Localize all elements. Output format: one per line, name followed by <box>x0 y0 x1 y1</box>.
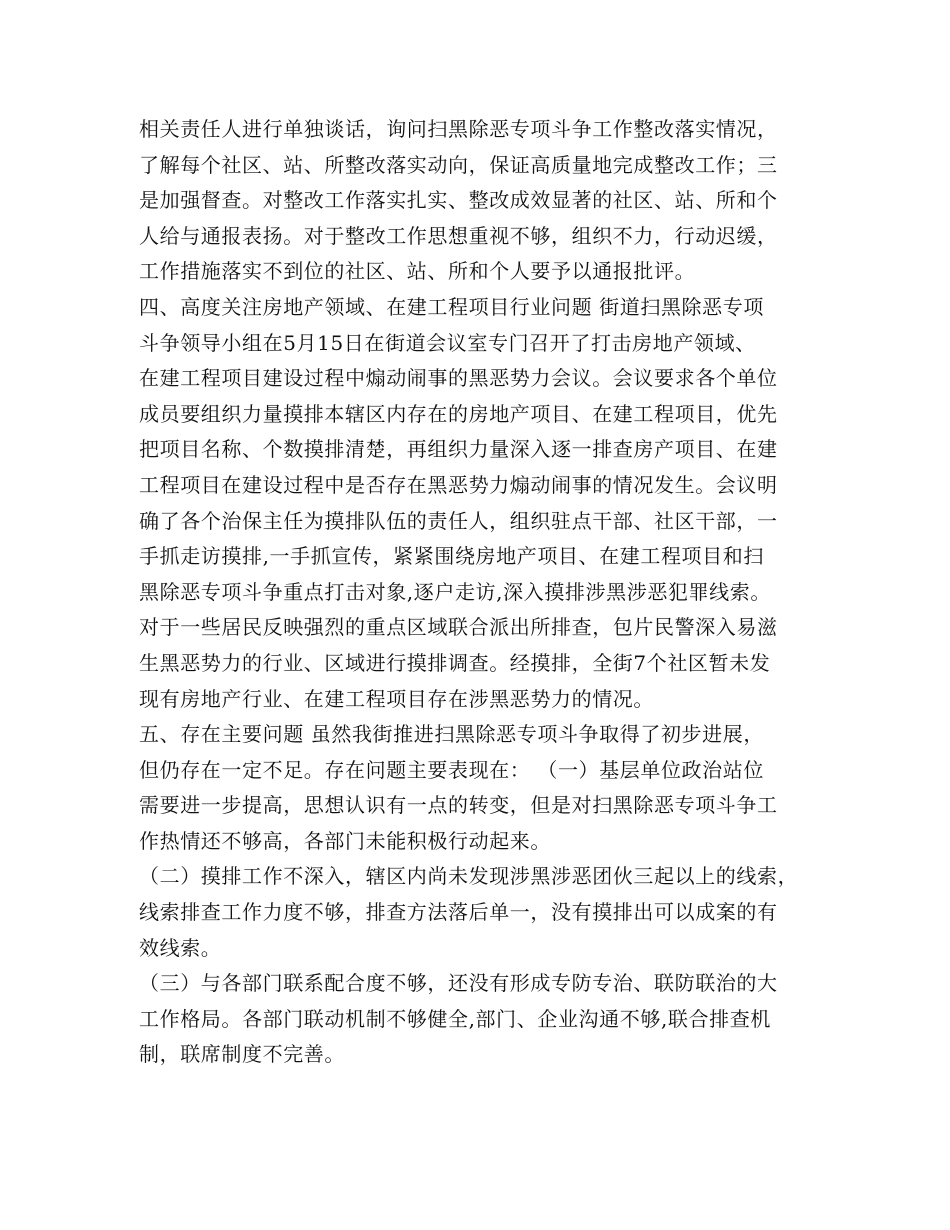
text-line: 把项目名称、个数摸排清楚，再组织力量深入逐一排查房产项目、在建 <box>139 437 778 462</box>
text-line: 线索排查工作力度不够，排查方法落后单一，没有摸排出可以成案的有 <box>139 900 778 925</box>
text-line: 斗争领导小组在5月15日在街道会议室专门召开了打击房地产领域、 <box>139 330 756 355</box>
text-line: 了解每个社区、站、所整改落实动向，保证高质量地完成整改工作；三 <box>139 152 778 177</box>
text-line: 在建工程项目建设过程中煽动闹事的黑恶势力会议。会议要求各个单位 <box>139 366 778 391</box>
text-line: 需要进一步提高，思想认识有一点的转变，但是对扫黑除恶专项斗争工 <box>139 793 778 818</box>
body-text <box>139 112 839 1073</box>
text-line: 工作措施落实不到位的社区、站、所和个人要予以通报批评。 <box>139 259 696 284</box>
text-line: 工作格局。各部门联动机制不够健全,部门、企业沟通不够,联合排查机 <box>139 1006 771 1031</box>
text-line: 手抓走访摸排,一手抓宣传，紧紧围绕房地产项目、在建工程项目和扫 <box>139 544 764 569</box>
text-line: 确了各个治保主任为摸排队伍的责任人，组织驻点干部、社区干部，一 <box>139 508 778 533</box>
text-line: 相关责任人进行单独谈话，询问扫黑除恶专项斗争工作整改落实情况， <box>139 117 778 141</box>
text-line: 但仍存在一定不足。存在问题主要表现在： （一）基层单位政治站位 <box>139 757 764 782</box>
text-line: 效线索。 <box>139 935 222 960</box>
text-line: 生黑恶势力的行业、区域进行摸排调查。经摸排，全街7个社区暂未发 <box>139 650 771 675</box>
text-line: 对于一些居民反映强烈的重点区域联合派出所排查，包片民警深入易滋 <box>139 615 778 640</box>
section-heading-line: 四、高度关注房地产领域、在建工程项目行业问题 街道扫黑除恶专项 <box>139 294 764 319</box>
list-item-line: （二）摸排工作不深入，辖区内尚未发现涉黑涉恶团伙三起以上的线索， <box>139 864 799 889</box>
text-line: 现有房地产行业、在建工程项目存在涉黑恶势力的情况。 <box>139 686 654 711</box>
text-line: 黑除恶专项斗争重点打击对象,逐户走访,深入摸排涉黑涉恶犯罪线索。 <box>139 579 771 604</box>
text-line: 人给与通报表扬。对于整改工作思想重视不够，组织不力，行动迟缓， <box>139 223 778 248</box>
text-line: 制，联席制度不完善。 <box>139 1042 345 1067</box>
text-line: 是加强督查。对整改工作落实扎实、整改成效显著的社区、站、所和个 <box>139 188 778 213</box>
list-item-line: （三）与各部门联系配合度不够，还没有形成专防专治、联防联治的大 <box>139 971 778 996</box>
section-heading-line: 五、存在主要问题 虽然我街推进扫黑除恶专项斗争取得了初步进展， <box>139 722 764 747</box>
text-line: 成员要组织力量摸排本辖区内存在的房地产项目、在建工程项目，优先 <box>139 401 778 426</box>
text-line: 作热情还不够高，各部门未能积极行动起来。 <box>139 828 551 853</box>
text-line: 工程项目在建设过程中是否存在黑恶势力煽动闹事的情况发生。会议明 <box>139 472 778 497</box>
